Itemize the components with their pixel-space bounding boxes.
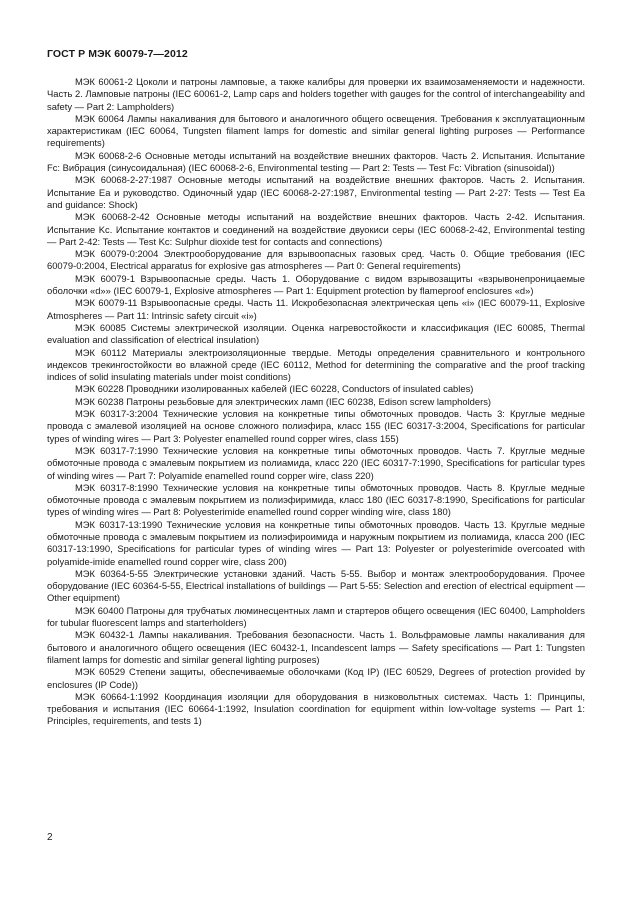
reference-item: МЭК 60068-2-27:1987 Основные методы испытаний на воздействие внешних факторов. Часть 2. Испытания. Испытание Ea и руководство. Одиночный удар (IEC 60068-2-27:1987, Environmental testing — Part 2-27: Tests — Test Ea and guidance: Shock) <box>47 174 585 210</box>
reference-item: МЭК 60364-5-55 Электрические установки зданий. Часть 5-55. Выбор и монтаж электрооборудования. Прочее оборудование (IEC 60364-5-55, Electrical installations of buildings — Part 5-55: Selection and erection of electrical equipment — Other equipment) <box>47 567 585 604</box>
reference-item: МЭК 60079-11 Взрывоопасные среды. Часть 11. Искробезопасная электрическая цепь «i» (IEC 60079-11, Explosive Atmospheres — Part 11: Intrinsic safety circuit «i») <box>47 297 585 321</box>
reference-item: МЭК 60317-8:1990 Технические условия на конкретные типы обмоточных проводов. Часть 8. Круглые медные обмоточные провода с эмалевым покрытием из полиэфиримида, класс 180 (IEC 60317-8:1990, Specifications for particular types of winding wires — Part 8: Polyesterimide enamelled round copper winding wire, class 180) <box>47 481 585 518</box>
reference-item: МЭК 60317-13:1990 Технические условия на конкретные типы обмоточных проводов. Часть 13. Круглые медные обмоточные провода с эмалевым покрытием из полиэфироимида и наружным покрытием из полиамида, класса 200 (IEC 60317-13:1990, Specifications for particular types of winding wires — Part 13: Polyester or polyesterimide overcoated with polyamide-imide enamelled round copper wire, class 200) <box>47 518 585 567</box>
reference-list <box>47 76 585 728</box>
reference-item: МЭК 60085 Системы электрической изоляции. Оценка нагревостойкости и классификация (IEC 60085, Thermal evaluation and classification of electrical insulation) <box>47 321 585 346</box>
reference-item: МЭК 60228 Проводники изолированных кабелей (IEC 60228, Conductors of insulated cables) <box>75 383 474 395</box>
reference-item: МЭК 60529 Степени защиты, обеспечиваемые оболочками (Код IP) (IEC 60529, Degrees of protection provided by enclosures (IP Code)) <box>47 666 585 690</box>
reference-item: МЭК 60238 Патроны резьбовые для электрических ламп (IEC 60238, Edison screw lampholders) <box>75 395 492 407</box>
reference-item: МЭК 60112 Материалы электроизоляционные твердые. Методы определения сравнительного и контрольного индексов трекингостойкости во влажной среде (IEC 60112, Method for determining the comparative and the proof tracking indices of solid insulating materials under moist conditions) <box>47 346 585 383</box>
reference-item: МЭК 60079-1 Взрывоопасные среды. Часть 1. Оборудование с видом взрывозащиты «взрывонепроницаемые оболочки «d»» (IEC 60079-1, Explosive atmospheres — Part 1: Equipment protection by flameproof enclosures «d») <box>47 272 585 297</box>
reference-item: МЭК 60317-3:2004 Технические условия на конкретные типы обмоточных проводов. Часть 3: Круглые медные провода с эмалевой изоляцией на основе сложного полиэфира, класс 155 (IEC 60317-3:2004, Specifications for particular types of winding wires — Part 3: Polyester enamelled round copper wires, class 155) <box>47 408 585 444</box>
reference-item: МЭК 60061-2 Цоколи и патроны ламповые, а также калибры для проверки их взаимозаменяемости и надежности. Часть 2. Ламповые патроны (IEC 60061-2, Lamp caps and holders together with gauges for the control of interchangeability and safety — Part 2: Lampholders) <box>47 76 585 112</box>
reference-item: МЭК 60432-1 Лампы накаливания. Требования безопасности. Часть 1. Вольфрамовые лампы накаливания для бытового и аналогичного общего освещения (IEC 60432-1, Incandescent lamps — Safety specifications — Part 1: Tungsten filament lamps for domestic and similar general lighting purposes) <box>47 629 585 665</box>
reference-item: МЭК 60317-7:1990 Технические условия на конкретные типы обмоточных проводов. Часть 7. Круглые медные обмоточные провода с эмалевым покрытием из полиамида, класс 220 (IEC 60317-7:1990, Specifications for particular types of winding wires — Part 7: Polyamide enamelled round copper wire, class 220) <box>47 444 585 481</box>
reference-item: МЭК 60068-2-42 Основные методы испытаний на воздействие внешних факторов. Часть 2-42. Испытания. Испытание Kc. Испытание контактов и соединений на воздействие двуокиси серы (IEC 60068-2-42, Environmental testing — Part 2-42: Tests — Test Kc: Sulphur dioxide test for contacts and connections) <box>47 211 585 247</box>
reference-item: МЭК 60664-1:1992 Координация изоляции для оборудования в низковольтных системах. Часть 1: Принципы, требования и испытания (IEC 60664-1:1992, Insulation coordination for equipment within low-voltage systems — Part 1: Principles, requirements, and tests 1) <box>47 690 585 727</box>
reference-item: МЭК 60079-0:2004 Электрооборудование для взрывоопасных газовых сред. Часть 0. Общие требования (IEC 60079-0:2004, Electrical apparatus for explosive gas atmospheres — Part 0: General requirements) <box>47 248 585 272</box>
reference-item: МЭК 60400 Патроны для трубчатых люминесцентных ламп и стартеров общего освещения (IEC 60400, Lampholders for tubular fluorescent lamps and starterholders) <box>47 604 585 629</box>
reference-item: МЭК 60068-2-6 Основные методы испытаний на воздействие внешних факторов. Часть 2. Испытания. Испытание Fc: Вибрация (синусоидальная) (IEC 60068-2-6, Environmental testing — Part 2: Tests — Test Fc: Vibration (sinusoidal)) <box>47 149 585 174</box>
page-number: 2 <box>47 832 53 843</box>
document-header: ГОСТ Р МЭК 60079-7—2012 <box>47 48 188 60</box>
reference-item: МЭК 60064 Лампы накаливания для бытового и аналогичного общего освещения. Требования к эксплуатационным характеристикам (IEC 60064, Tungsten filament lamps for domestic and similar general lighting purposes — Performance requirements) <box>47 112 585 149</box>
